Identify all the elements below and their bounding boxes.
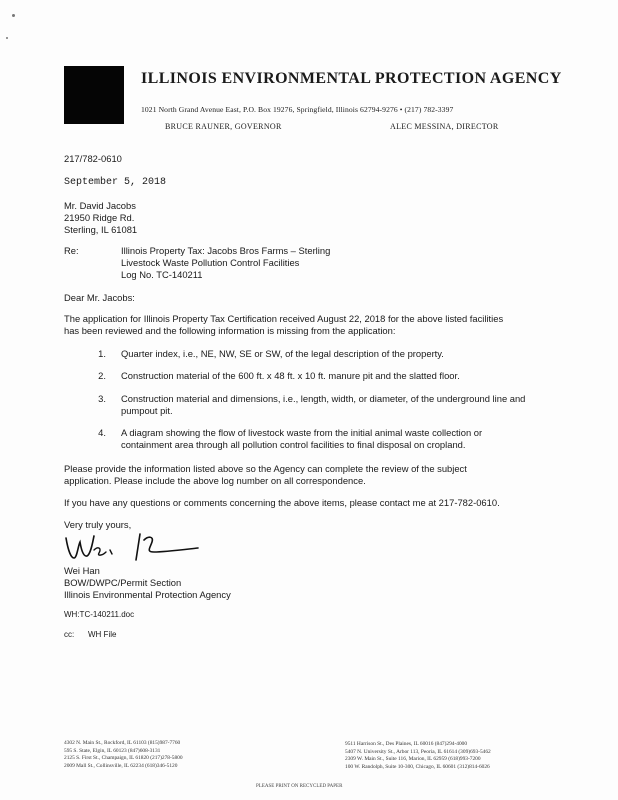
item-4-line-2: containment area through all pollution control facilities to final disposal on cropland. <box>121 439 466 450</box>
signer-org: Illinois Environmental Protection Agency <box>64 589 231 600</box>
sign-off: Very truly yours, <box>64 519 132 530</box>
item-3-line-2: pumpout pit. <box>121 405 173 416</box>
signer-name: Wei Han <box>64 565 100 576</box>
item-1-line-1: Quarter index, i.e., NE, NW, SE or SW, of the legal description of the property. <box>121 348 444 359</box>
footer-office: 595 S. State, Elgin, IL 60123 (847)608-3131 <box>64 747 161 754</box>
closing-line-1: Please provide the information listed above so the Agency can complete the review of the subject <box>64 463 467 474</box>
recipient-street: 21950 Ridge Rd. <box>64 212 135 223</box>
handwritten-signature <box>62 528 202 568</box>
recipient-name: Mr. David Jacobs <box>64 200 136 211</box>
footer-office: 5407 N. University St., Arbor 113, Peoria, IL 61614 (309)693-5462 <box>345 748 491 755</box>
director-line: ALEC MESSINA, DIRECTOR <box>390 122 499 131</box>
re-line-2: Livestock Waste Pollution Control Facilities <box>121 257 300 268</box>
item-3-line-1: Construction material and dimensions, i.e., length, width, or diameter, of the underground line and <box>121 393 526 404</box>
recipient-city: Sterling, IL 61081 <box>64 224 138 235</box>
cc-label: cc: <box>64 630 75 639</box>
cc-value: WH File <box>88 630 117 639</box>
agency-address: 1021 North Grand Avenue East, P.O. Box 19276, Springfield, Illinois 62794-9276 • (217) 782-3397 <box>141 105 454 114</box>
agency-logo <box>64 66 124 124</box>
closing-line-2: application. Please include the above log number on all correspondence. <box>64 475 366 486</box>
letter-date: September 5, 2018 <box>64 177 167 188</box>
questions-line: If you have any questions or comments concerning the above items, please contact me at 217-782-0610. <box>64 497 500 508</box>
item-number: 3. <box>98 393 106 404</box>
phone-number: 217/782-0610 <box>64 153 122 164</box>
agency-name: ILLINOIS ENVIRONMENTAL PROTECTION AGENCY <box>141 70 562 87</box>
document-reference: WH:TC-140211.doc <box>64 610 135 619</box>
salutation: Dear Mr. Jacobs: <box>64 292 135 303</box>
footer-offices-right <box>345 741 491 771</box>
scan-speck <box>12 14 15 17</box>
footer-office: 100 W. Randolph, Suite 10-300, Chicago, IL 60601 (312)814-6026 <box>345 763 490 770</box>
re-line-3: Log No. TC-140211 <box>121 269 203 280</box>
footer-office: 2125 S. First St., Champaign, IL 61820 (217)278-5800 <box>64 755 183 762</box>
recycled-paper-note: PLEASE PRINT ON RECYCLED PAPER <box>256 784 343 789</box>
item-number: 4. <box>98 427 106 438</box>
re-line-1: Illinois Property Tax: Jacobs Bros Farms – Sterling <box>121 245 331 256</box>
scan-speck <box>6 37 8 39</box>
re-label: Re: <box>64 245 79 256</box>
footer-offices-left <box>64 740 183 770</box>
signer-title: BOW/DWPC/Permit Section <box>64 577 182 588</box>
item-number: 1. <box>98 348 106 359</box>
item-number: 2. <box>98 370 106 381</box>
intro-line-1: The application for Illinois Property Tax Certification received August 22, 2018 for the above listed facilities <box>64 313 504 324</box>
footer-office: 9511 Harrison St., Des Plaines, IL 60016 (847)294-4000 <box>345 741 468 747</box>
item-4-line-1: A diagram showing the flow of livestock waste from the initial animal waste collection or <box>121 427 483 438</box>
intro-line-2: has been reviewed and the following information is missing from the application: <box>64 325 396 336</box>
governor-line: BRUCE RAUNER, GOVERNOR <box>165 122 282 131</box>
footer-office: 2309 W. Main St., Suite 116, Marion, IL 62959 (618)993-7200 <box>345 756 481 763</box>
footer-office: 4302 N. Main St., Rockford, IL 61103 (815)987-7760 <box>64 740 181 746</box>
item-2-line-1: Construction material of the 600 ft. x 48 ft. x 10 ft. manure pit and the slatted floor. <box>121 370 460 381</box>
footer-office: 2009 Mall St., Collinsville, IL 62234 (618)346-5120 <box>64 762 178 769</box>
